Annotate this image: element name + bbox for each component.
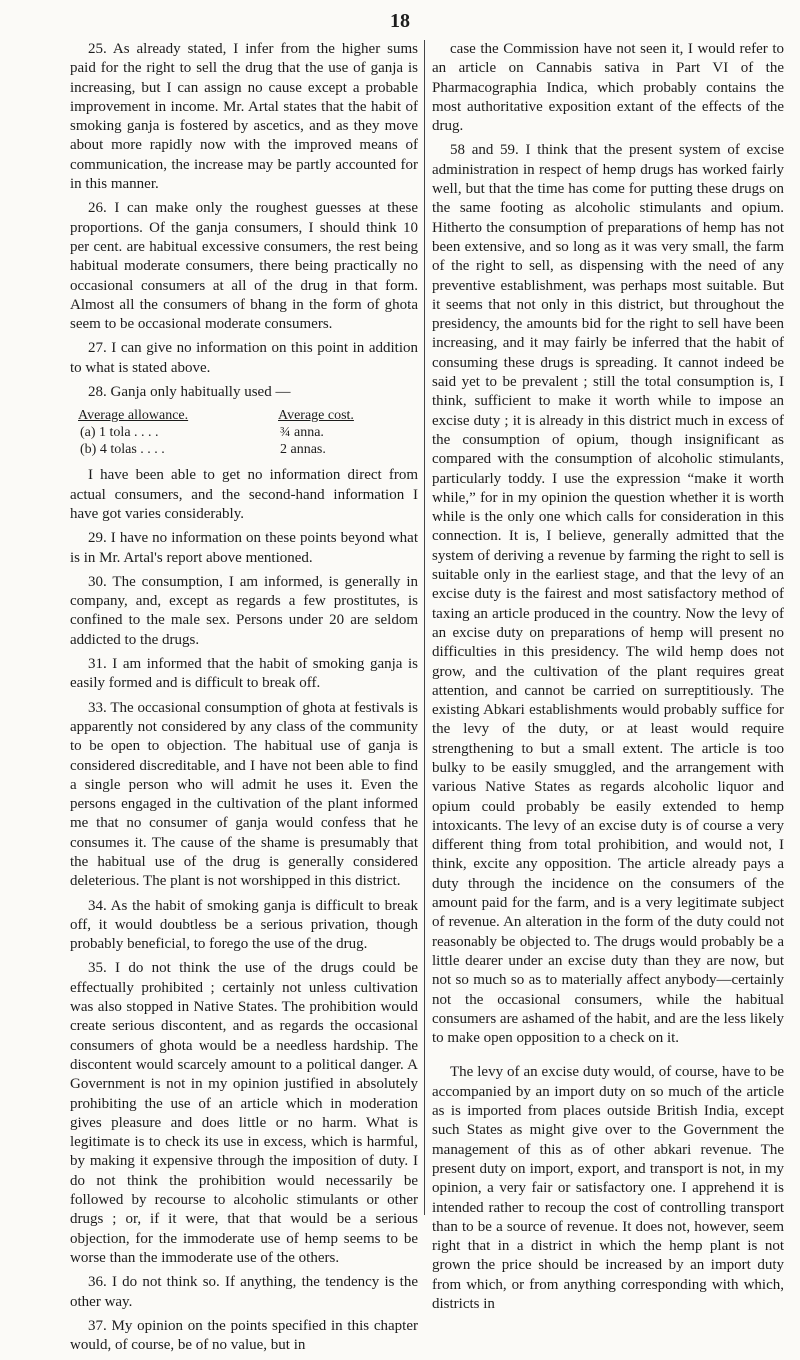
paragraph-58-59: 58 and 59. I think that the present system of excise administration in respect of hemp drugs has worked fairly well, but that the time has come for putting these drugs on the same footing as alcoholic stimulants and opium. Hitherto the consumption of preparations of hemp has not been extensive, and so long as it was very small, the farm of the right to sell, as dispensing with the need of any preventive establishment, was perhaps most suitable. But it seems that not only in this district, but throughout the presidency, the amounts bid for the right to sell have been increasing, and it may fairly be inferred that the habit of consuming these drugs is spreading. It cannot indeed be said yet to be prevalent ; still the total consumption is, I think, sufficient to make it worth while to impose an excise duty ; it is already in this district much in excess of the consumption of opium, though insignificant as compared with the consumption of alcoholic stimulants, particularly toddy. I use the expression “make it worth while,” for in my opinion the question whether it is worth while is the only one which calls for consideration in this connection. It is, I believe, generally admitted that the system of deriving a revenue by farming the right to sell is suitable only in the earliest stage, and that the levy of an excise duty is the fairest and most satisfactory method of taxing an article produced in the country. Now the levy of an excise duty on preparations of hemp will present no difficulties in this presidency. The wild hemp does not grow, and the cultivation of the plant requires great attention, and cannot be carried on surreptitiously. The existing Abkari establishments would probably suffice for the levy of the duty, or at least would require strengthening to but a small extent. The article is too bulky to be easily smuggled, and the arrangement with various Native States as regards alcoholic liquor and opium could probably be easily extended to hemp intoxicants. The levy of an excise duty is of course a very different thing from total prohibition, and would not, I think, excite any opposition. The article already pays a duty through the incidence on the consumers of the amount paid for the farm, and is a very legitimate subject of revenue. An alteration in the form of the duty could not reasonably be objected to. The drugs would probably be a little dearer under an excise duty than they are now, but not so much so as to materially affect anybody—certainly not the occasional consumers, while the habitual consumers are ashamed of the habit, and are the less likely to make open opposition to a check on it. [432,142,784,1047]
table-header [78,407,418,424]
paragraph-35: 35. I do not think the use of the drugs could be effectually prohibited ; certainly not unless cultivation was also stopped in Native States. The prohibition would create serious discontent, and as regards the occasional consumers of ghota would be a needless hardship. The discontent would scarcely amount to a political danger. A Government is not in my opinion justified in absolutely prohibiting the use of an article which in moderation gives pleasure and does little or no harm. What is legitimate is to check its use in excess, which is harmful, by making it expensive through the imposition of duty. I do not think the prohibition would necessarily be followed by recourse to alcoholic stimulants or other drugs ; or, if it were, that that would be a serious objection, for the immoderate use of hemp seems to be worse than the immoderate use of the others. [70,960,418,1266]
paragraph-37: 37. My opinion on the points specified in this chapter would, of course, be of no value, but in [70,1317,418,1354]
paragraph-25: 25. As already stated, I infer from the higher sums paid for the right to sell the drug that the use of ganja is increasing, but I can assign no cause except a probable improvement in income. Mr. Artal states that the habit of smoking ganja is fostered by ascetics, and as they move about more rapidly now with the improved means of communication, the increase may be partly accounted for in this manner. [70,41,418,193]
table-row [78,441,418,458]
paragraph-34: 34. As the habit of smoking ganja is difficult to break off, it would doubtless be a serious privation, though probably beneficial, to forego the use of the drug. [70,897,418,953]
paragraph-27: 27. I can give no information on this point in addition to what is stated above. [70,340,418,376]
row-allowance: (b) 4 tolas . . . . [80,442,165,458]
paragraph-33: 33. The occasional consumption of ghota at festivals is apparently not considered by any class of the community to be open to objection. The habitual use of ganja is considered discreditable, and I have not been able to find a single person who will admit he uses it. Even the persons engaged in the cultivation of the plant informed me that no consumer of ganja would confess that he consumes it. The cause of the shame is presumably that the habitual use of the drug is generally considered deleterious. The plant is not worshipped in this district. [70,699,418,890]
paragraph-29: 29. I have no information on these points beyond what is in Mr. Artal's report above mentioned. [70,530,418,566]
paragraph-37-cont: case the Commission have not seen it, I would refer to an article on Cannabis sativa in Part VI of the Pharmacographia Indica, which probably contains the most authoritative exposition extant of the effects of the drug. [432,41,784,135]
header-cost: Average cost. [278,408,354,424]
paragraph-28-cont: I have been able to get no information direct from actual consumers, and the second-hand information I have got varies considerably. [70,467,418,522]
paragraph-import-duty: The levy of an excise duty would, of course, have to be accompanied by an import duty on so much of the article as is imported from places outside British India, except such States as might give over to the Government the management of this as of other abkari revenue. The present duty on import, export, and transport is not, in my opinion, a very fair or satisfactory one. I apprehend it is intended rather to recoup the cost of controlling transport than to be a source of revenue. It does not, however, seem right that in a district in which the hemp plant is not grown the price should be increased by an import duty from which, or from anything corresponding with which, districts in [432,1064,784,1312]
paragraph-26: 26. I can make only the roughest guesses at these proportions. Of the ganja consumers, I should think 10 per cent. are habitual excessive consumers, the rest being habitual moderate consumers, there being practically no occasional consumers at all of the drug in that form. Almost all the consumers of bhang in the form of ghota seem to be occasional moderate consumers. [70,200,418,333]
right-column [432,40,784,1319]
paragraph-31: 31. I am informed that the habit of smoking ganja is easily formed and is difficult to break off. [70,656,418,692]
left-column [70,40,418,1360]
row-allowance: (a) 1 tola . . . . [80,425,159,441]
header-allowance: Average allowance. [78,408,189,424]
paragraph-30: 30. The consumption, I am informed, is generally in company, and, except as regards a few prostitutes, is confined to the male sex. Persons under 20 are seldom addicted to the drugs. [70,573,418,648]
column-divider [424,40,425,1215]
page-number: 18 [390,10,410,32]
allowance-table [78,407,418,458]
paragraph-36: 36. I do not think so. If anything, the tendency is the other way. [70,1274,418,1310]
paragraph-gap [432,1053,784,1063]
row-cost: 2 annas. [280,442,326,458]
paragraph-28: 28. Ganja only habitually used — [88,384,291,401]
table-row [78,424,418,441]
row-cost: ¾ anna. [280,425,324,441]
